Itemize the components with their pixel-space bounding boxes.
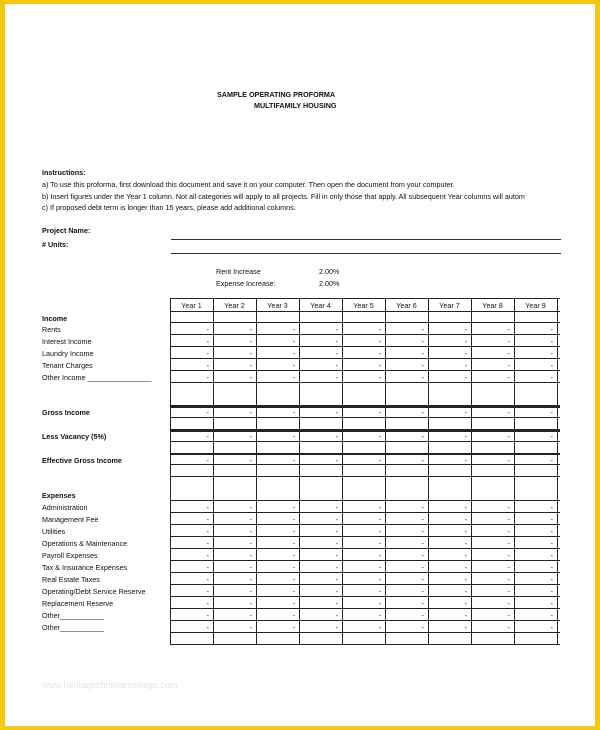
cell-value[interactable]: - bbox=[550, 563, 553, 572]
year-header: Year 7 bbox=[439, 301, 460, 310]
cell-value[interactable]: - bbox=[292, 539, 295, 548]
cell-value[interactable]: - bbox=[292, 623, 295, 632]
rent-increase-label: Rent Increase bbox=[216, 267, 261, 276]
cell-value[interactable]: - bbox=[249, 599, 252, 608]
cell-value[interactable]: - bbox=[292, 408, 295, 417]
cell-value[interactable]: - bbox=[464, 361, 467, 370]
rent-increase-value: 2.00% bbox=[319, 267, 340, 276]
project-name-label: Project Name: bbox=[42, 226, 91, 235]
cell-value[interactable]: - bbox=[507, 515, 510, 524]
cell-value[interactable]: - bbox=[335, 515, 338, 524]
row-divider bbox=[170, 311, 560, 312]
cell-value[interactable]: - bbox=[206, 361, 209, 370]
cell-value[interactable]: - bbox=[249, 349, 252, 358]
cell-value[interactable]: - bbox=[507, 575, 510, 584]
expenses-heading: Expenses bbox=[42, 491, 76, 500]
gross-income-label: Gross Income bbox=[42, 408, 90, 417]
watermark: www.heritagechristiancollege.com bbox=[42, 680, 178, 690]
cell-value[interactable]: - bbox=[249, 325, 252, 334]
cell-value[interactable]: - bbox=[335, 408, 338, 417]
cell-value[interactable]: - bbox=[464, 349, 467, 358]
cell-value[interactable]: - bbox=[421, 432, 424, 441]
row-divider bbox=[170, 370, 560, 371]
cell-value[interactable]: - bbox=[378, 456, 381, 465]
row-divider bbox=[170, 358, 560, 359]
cell-value[interactable]: - bbox=[550, 527, 553, 536]
cell-value[interactable]: - bbox=[464, 587, 467, 596]
row-divider bbox=[170, 476, 560, 477]
cell-value[interactable]: - bbox=[378, 551, 381, 560]
cell-value[interactable]: - bbox=[292, 527, 295, 536]
document-title: SAMPLE OPERATING PROFORMA bbox=[217, 90, 336, 99]
cell-value[interactable]: - bbox=[550, 337, 553, 346]
cell-value[interactable]: - bbox=[507, 408, 510, 417]
cell-value[interactable]: - bbox=[335, 575, 338, 584]
instructions-heading: Instructions: bbox=[42, 168, 86, 177]
cell-value[interactable]: - bbox=[249, 432, 252, 441]
cell-value[interactable]: - bbox=[378, 599, 381, 608]
year-header: Year 1 bbox=[181, 301, 202, 310]
cell-value[interactable]: - bbox=[421, 623, 424, 632]
cell-value[interactable]: - bbox=[550, 456, 553, 465]
cell-value[interactable]: - bbox=[206, 515, 209, 524]
row-divider bbox=[170, 500, 560, 501]
expense-row-label: Other___________ bbox=[42, 611, 104, 620]
units-field[interactable] bbox=[171, 253, 561, 254]
cell-value[interactable]: - bbox=[421, 539, 424, 548]
cell-value[interactable]: - bbox=[507, 361, 510, 370]
expense-row-label: Replacement Reserve bbox=[42, 599, 114, 608]
units-label: # Units: bbox=[42, 240, 69, 249]
row-divider bbox=[170, 536, 560, 537]
cell-value[interactable]: - bbox=[206, 575, 209, 584]
cell-value[interactable]: - bbox=[335, 527, 338, 536]
cell-value[interactable]: - bbox=[292, 337, 295, 346]
cell-value[interactable]: - bbox=[550, 599, 553, 608]
year-header: Year 9 bbox=[525, 301, 546, 310]
row-divider bbox=[170, 453, 560, 455]
year-header: Year 8 bbox=[482, 301, 503, 310]
cell-value[interactable]: - bbox=[378, 515, 381, 524]
instruction-line: b) Insert figures under the Year 1 column. Not all categories will apply to all projects. Fill in only those that apply. All subsequent Year columns will autom bbox=[42, 192, 525, 201]
cell-value[interactable]: - bbox=[292, 515, 295, 524]
cell-value[interactable]: - bbox=[206, 456, 209, 465]
row-divider bbox=[170, 632, 560, 633]
expense-row-label: Tax & Insurance Expenses bbox=[42, 563, 128, 572]
cell-value[interactable]: - bbox=[378, 587, 381, 596]
cell-value[interactable]: - bbox=[206, 373, 209, 382]
expense-row-label: Operating/Debt Service Reserve bbox=[42, 587, 146, 596]
cell-value[interactable]: - bbox=[464, 515, 467, 524]
cell-value[interactable]: - bbox=[464, 337, 467, 346]
cell-value[interactable]: - bbox=[464, 456, 467, 465]
cell-value[interactable]: - bbox=[335, 373, 338, 382]
cell-value[interactable]: - bbox=[249, 456, 252, 465]
cell-value[interactable]: - bbox=[550, 515, 553, 524]
expense-row-label: Payroll Expenses bbox=[42, 551, 98, 560]
row-divider bbox=[170, 548, 560, 549]
cell-value[interactable]: - bbox=[206, 599, 209, 608]
cell-value[interactable]: - bbox=[249, 527, 252, 536]
cell-value[interactable]: - bbox=[292, 456, 295, 465]
cell-value[interactable]: - bbox=[292, 587, 295, 596]
cell-value[interactable]: - bbox=[507, 503, 510, 512]
cell-value[interactable]: - bbox=[249, 611, 252, 620]
cell-value[interactable]: - bbox=[335, 456, 338, 465]
instruction-line: c) If proposed debt term is longer than 15 years, please add additional columns. bbox=[42, 203, 296, 212]
cell-value[interactable]: - bbox=[292, 563, 295, 572]
cell-value[interactable]: - bbox=[249, 539, 252, 548]
cell-value[interactable]: - bbox=[206, 623, 209, 632]
cell-value[interactable]: - bbox=[335, 599, 338, 608]
cell-value[interactable]: - bbox=[378, 432, 381, 441]
cell-value[interactable]: - bbox=[378, 575, 381, 584]
cell-value[interactable]: - bbox=[292, 503, 295, 512]
cell-value[interactable]: - bbox=[421, 361, 424, 370]
cell-value[interactable]: - bbox=[550, 349, 553, 358]
cell-value[interactable]: - bbox=[292, 325, 295, 334]
row-divider bbox=[170, 334, 560, 335]
cell-value[interactable]: - bbox=[378, 337, 381, 346]
cell-value[interactable]: - bbox=[421, 575, 424, 584]
cell-value[interactable]: - bbox=[335, 539, 338, 548]
cell-value[interactable]: - bbox=[464, 539, 467, 548]
row-divider bbox=[170, 298, 560, 299]
cell-value[interactable]: - bbox=[378, 349, 381, 358]
cell-value[interactable]: - bbox=[206, 325, 209, 334]
cell-value[interactable]: - bbox=[378, 611, 381, 620]
cell-value[interactable]: - bbox=[550, 361, 553, 370]
cell-value[interactable]: - bbox=[550, 373, 553, 382]
cell-value[interactable]: - bbox=[507, 432, 510, 441]
cell-value[interactable]: - bbox=[292, 551, 295, 560]
cell-value[interactable]: - bbox=[507, 551, 510, 560]
cell-value[interactable]: - bbox=[507, 373, 510, 382]
cell-value[interactable]: - bbox=[249, 503, 252, 512]
cell-value[interactable]: - bbox=[421, 515, 424, 524]
expense-row-label: Administration bbox=[42, 503, 88, 512]
cell-value[interactable]: - bbox=[335, 611, 338, 620]
year-header: Year 3 bbox=[267, 301, 288, 310]
expense-increase-label: Expense Increase: bbox=[216, 279, 276, 288]
cell-value[interactable]: - bbox=[507, 456, 510, 465]
cell-value[interactable]: - bbox=[206, 432, 209, 441]
cell-value[interactable]: - bbox=[335, 325, 338, 334]
cell-value[interactable]: - bbox=[292, 349, 295, 358]
cell-value[interactable]: - bbox=[249, 515, 252, 524]
expense-row-label: Management Fee bbox=[42, 515, 99, 524]
cell-value[interactable]: - bbox=[335, 361, 338, 370]
cell-value[interactable]: - bbox=[550, 551, 553, 560]
row-divider bbox=[170, 620, 560, 621]
cell-value[interactable]: - bbox=[464, 599, 467, 608]
cell-value[interactable]: - bbox=[206, 337, 209, 346]
row-divider bbox=[170, 572, 560, 573]
cell-value[interactable]: - bbox=[421, 325, 424, 334]
cell-value[interactable]: - bbox=[378, 539, 381, 548]
cell-value[interactable]: - bbox=[421, 408, 424, 417]
year-header: Year 4 bbox=[310, 301, 331, 310]
year-header: Year 6 bbox=[396, 301, 417, 310]
cell-value[interactable]: - bbox=[464, 503, 467, 512]
cell-value[interactable]: - bbox=[464, 527, 467, 536]
cell-value[interactable]: - bbox=[206, 408, 209, 417]
cell-value[interactable]: - bbox=[507, 325, 510, 334]
cell-value[interactable]: - bbox=[249, 373, 252, 382]
cell-value[interactable]: - bbox=[335, 337, 338, 346]
row-divider bbox=[170, 382, 560, 383]
cell-value[interactable]: - bbox=[507, 527, 510, 536]
cell-value[interactable]: - bbox=[378, 503, 381, 512]
cell-value[interactable]: - bbox=[464, 611, 467, 620]
row-divider bbox=[170, 322, 560, 323]
cell-value[interactable]: - bbox=[206, 551, 209, 560]
cell-value[interactable]: - bbox=[550, 325, 553, 334]
cell-value[interactable]: - bbox=[335, 587, 338, 596]
cell-value[interactable]: - bbox=[507, 539, 510, 548]
expense-row-label: Operations & Maintenance bbox=[42, 539, 128, 548]
cell-value[interactable]: - bbox=[550, 623, 553, 632]
row-divider bbox=[170, 441, 560, 442]
cell-value[interactable]: - bbox=[464, 432, 467, 441]
cell-value[interactable]: - bbox=[249, 563, 252, 572]
cell-value[interactable]: - bbox=[421, 527, 424, 536]
less-vacancy-label: Less Vacancy (5%) bbox=[42, 432, 107, 441]
income-row-label: Laundry Income bbox=[42, 349, 94, 358]
document-subtitle: MULTIFAMILY HOUSING bbox=[254, 101, 337, 110]
cell-value[interactable]: - bbox=[507, 587, 510, 596]
cell-value[interactable]: - bbox=[378, 623, 381, 632]
cell-value[interactable]: - bbox=[464, 325, 467, 334]
cell-value[interactable]: - bbox=[464, 623, 467, 632]
cell-value[interactable]: - bbox=[421, 587, 424, 596]
cell-value[interactable]: - bbox=[464, 551, 467, 560]
column-divider bbox=[557, 298, 558, 644]
cell-value[interactable]: - bbox=[292, 432, 295, 441]
expense-row-label: Real Estate Taxes bbox=[42, 575, 100, 584]
cell-value[interactable]: - bbox=[550, 503, 553, 512]
cell-value[interactable]: - bbox=[507, 623, 510, 632]
cell-value[interactable]: - bbox=[292, 361, 295, 370]
cell-value[interactable]: - bbox=[378, 408, 381, 417]
cell-value[interactable]: - bbox=[206, 349, 209, 358]
cell-value[interactable]: - bbox=[206, 611, 209, 620]
cell-value[interactable]: - bbox=[249, 551, 252, 560]
cell-value[interactable]: - bbox=[507, 349, 510, 358]
cell-value[interactable]: - bbox=[335, 349, 338, 358]
cell-value[interactable]: - bbox=[335, 623, 338, 632]
row-divider bbox=[170, 346, 560, 347]
cell-value[interactable]: - bbox=[292, 575, 295, 584]
effective-gross-income-label: Effective Gross Income bbox=[42, 456, 122, 465]
cell-value[interactable]: - bbox=[206, 527, 209, 536]
cell-value[interactable]: - bbox=[464, 373, 467, 382]
cell-value[interactable]: - bbox=[507, 563, 510, 572]
row-divider bbox=[170, 584, 560, 585]
cell-value[interactable]: - bbox=[249, 587, 252, 596]
row-divider bbox=[170, 512, 560, 513]
cell-value[interactable]: - bbox=[335, 432, 338, 441]
cell-value[interactable]: - bbox=[507, 599, 510, 608]
document-page bbox=[5, 4, 595, 726]
cell-value[interactable]: - bbox=[550, 611, 553, 620]
cell-value[interactable]: - bbox=[206, 503, 209, 512]
cell-value[interactable]: - bbox=[550, 575, 553, 584]
cell-value[interactable]: - bbox=[421, 349, 424, 358]
cell-value[interactable]: - bbox=[378, 373, 381, 382]
cell-value[interactable]: - bbox=[421, 599, 424, 608]
instruction-line: a) To use this proforma, first download this document and save it on your computer. Then open the document from your computer. bbox=[42, 180, 455, 189]
income-row-label: Tenant Charges bbox=[42, 361, 93, 370]
cell-value[interactable]: - bbox=[335, 551, 338, 560]
cell-value[interactable]: - bbox=[421, 456, 424, 465]
expense-row-label: Utilities bbox=[42, 527, 66, 536]
year-header: Year 5 bbox=[353, 301, 374, 310]
cell-value[interactable]: - bbox=[378, 563, 381, 572]
cell-value[interactable]: - bbox=[421, 503, 424, 512]
row-divider bbox=[170, 524, 560, 525]
cell-value[interactable]: - bbox=[249, 575, 252, 584]
income-row-label: Other Income ________________ bbox=[42, 373, 152, 382]
cell-value[interactable]: - bbox=[292, 373, 295, 382]
cell-value[interactable]: - bbox=[249, 337, 252, 346]
cell-value[interactable]: - bbox=[335, 563, 338, 572]
cell-value[interactable]: - bbox=[464, 408, 467, 417]
project-name-field[interactable] bbox=[171, 239, 561, 240]
row-divider bbox=[170, 417, 560, 418]
row-divider bbox=[170, 596, 560, 597]
cell-value[interactable]: - bbox=[421, 563, 424, 572]
cell-value[interactable]: - bbox=[206, 539, 209, 548]
cell-value[interactable]: - bbox=[550, 408, 553, 417]
row-divider bbox=[170, 644, 560, 645]
expense-increase-value: 2.00% bbox=[319, 279, 340, 288]
cell-value[interactable]: - bbox=[464, 575, 467, 584]
cell-value[interactable]: - bbox=[421, 611, 424, 620]
cell-value[interactable]: - bbox=[378, 361, 381, 370]
cell-value[interactable]: - bbox=[378, 325, 381, 334]
row-divider bbox=[170, 560, 560, 561]
row-divider bbox=[170, 608, 560, 609]
cell-value[interactable]: - bbox=[421, 337, 424, 346]
cell-value[interactable]: - bbox=[550, 539, 553, 548]
income-heading: Income bbox=[42, 314, 68, 323]
cell-value[interactable]: - bbox=[507, 337, 510, 346]
cell-value[interactable]: - bbox=[206, 587, 209, 596]
cell-value[interactable]: - bbox=[249, 408, 252, 417]
income-row-label: Interest Income bbox=[42, 337, 92, 346]
cell-value[interactable]: - bbox=[421, 551, 424, 560]
cell-value[interactable]: - bbox=[550, 587, 553, 596]
year-header: Year 2 bbox=[224, 301, 245, 310]
cell-value[interactable]: - bbox=[550, 432, 553, 441]
cell-value[interactable]: - bbox=[249, 623, 252, 632]
cell-value[interactable]: - bbox=[292, 611, 295, 620]
cell-value[interactable]: - bbox=[206, 563, 209, 572]
cell-value[interactable]: - bbox=[464, 563, 467, 572]
cell-value[interactable]: - bbox=[378, 527, 381, 536]
cell-value[interactable]: - bbox=[292, 599, 295, 608]
income-row-label: Rents bbox=[42, 325, 61, 334]
cell-value[interactable]: - bbox=[507, 611, 510, 620]
cell-value[interactable]: - bbox=[421, 373, 424, 382]
cell-value[interactable]: - bbox=[249, 361, 252, 370]
expense-row-label: Other___________ bbox=[42, 623, 104, 632]
cell-value[interactable]: - bbox=[335, 503, 338, 512]
